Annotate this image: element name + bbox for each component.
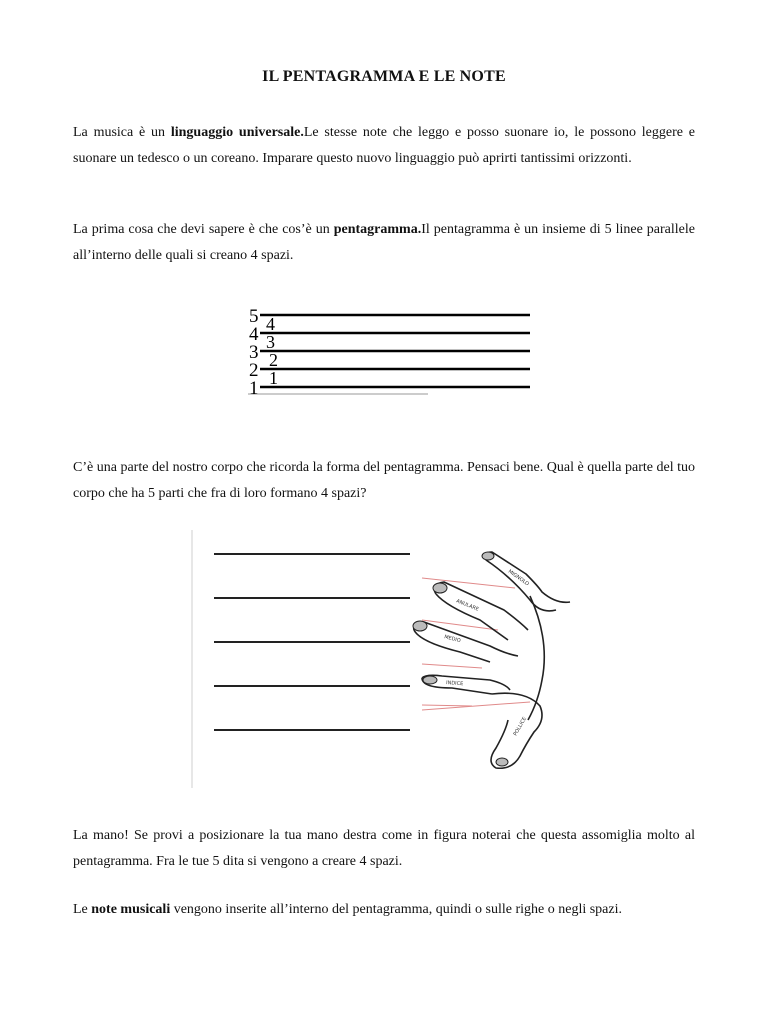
label-index: INDICE: [445, 680, 464, 688]
p5-bold: note musicali: [91, 902, 171, 917]
space-number-4: 4: [266, 314, 275, 334]
palm-edge: [528, 596, 544, 720]
space-number-3: 3: [266, 332, 275, 352]
label-pinky: MIGNOLO: [506, 568, 530, 588]
paragraph-pentagramma: [73, 217, 695, 269]
line-number-2: 2: [249, 360, 259, 381]
paragraph-intro: [73, 120, 695, 172]
nail-pinky: [482, 552, 494, 560]
line-number-5: 5: [249, 306, 259, 327]
p1-after: Le stesse note che leggo e posso suonare io, le possono leggere e suonare un tedesco o un coreano. Imparare questo nuovo linguaggio può aprirti tantissimi orizzonti.: [73, 125, 696, 166]
finger-pinky: [485, 552, 570, 602]
label-thumb: POLLICE: [512, 716, 529, 737]
nail-middle: [413, 621, 427, 631]
p2-before: La prima cosa che devi sapere è che cos’è un: [73, 222, 334, 237]
page-title: IL PENTAGRAMMA E LE NOTE: [262, 68, 506, 85]
label-ring: ANULARE: [455, 598, 480, 613]
arrow-3: [422, 664, 482, 668]
finger-ring-lower: [436, 594, 508, 640]
arrow-5: [422, 702, 530, 710]
finger-ring: [434, 582, 528, 630]
paragraph-answer: La mano! Se provi a posizionare la tua mano destra come in figura noterai che questa assomiglia molto al pentagramma. Fra le tue 5 dita si vengono a creare 4 spazi.: [73, 828, 695, 869]
paragraph-question: C’è una parte del nostro corpo che ricorda la forma del pentagramma. Pensaci bene. Qual è quella parte del tuo corpo che ha 5 parti che fra di loro formano 4 spazi?: [73, 460, 695, 501]
line-number-1: 1: [249, 378, 259, 398]
space-number-1: 1: [269, 368, 278, 388]
p2-bold: pentagramma.: [333, 222, 422, 237]
arrow-4: [422, 705, 472, 706]
hand-figure: [190, 530, 578, 790]
finger-pinky-lower: [486, 560, 556, 611]
finger-middle-lower: [414, 630, 490, 662]
staff-figure: [248, 306, 538, 398]
p5-after: vengono inserite all’interno del pentagramma, quindi o sulle righe o negli spazi.: [170, 902, 622, 917]
finger-middle: [414, 622, 518, 656]
p1-bold: linguaggio universale.: [170, 125, 304, 140]
finger-labels: [443, 569, 529, 737]
p2-after: Il pentagramma è un insieme di 5 linee parallele all’interno delle quali si creano 4 spazi.: [73, 222, 695, 263]
nail-thumb: [496, 758, 508, 766]
p1-before: La musica è un: [73, 125, 171, 140]
paragraph-notes: [73, 897, 695, 923]
space-number-2: 2: [269, 350, 278, 370]
nail-ring: [433, 583, 447, 593]
hand-staff-lines: [214, 554, 410, 730]
staff-lines: [248, 315, 530, 394]
p5-before: Le: [73, 902, 92, 917]
space-numbers: [266, 314, 278, 388]
line-number-4: 4: [249, 324, 259, 345]
nail-index: [423, 676, 437, 684]
label-middle: MEDIO: [443, 634, 462, 645]
line-number-3: 3: [249, 342, 259, 363]
fingernails: [413, 552, 508, 766]
line-numbers: [249, 306, 259, 398]
